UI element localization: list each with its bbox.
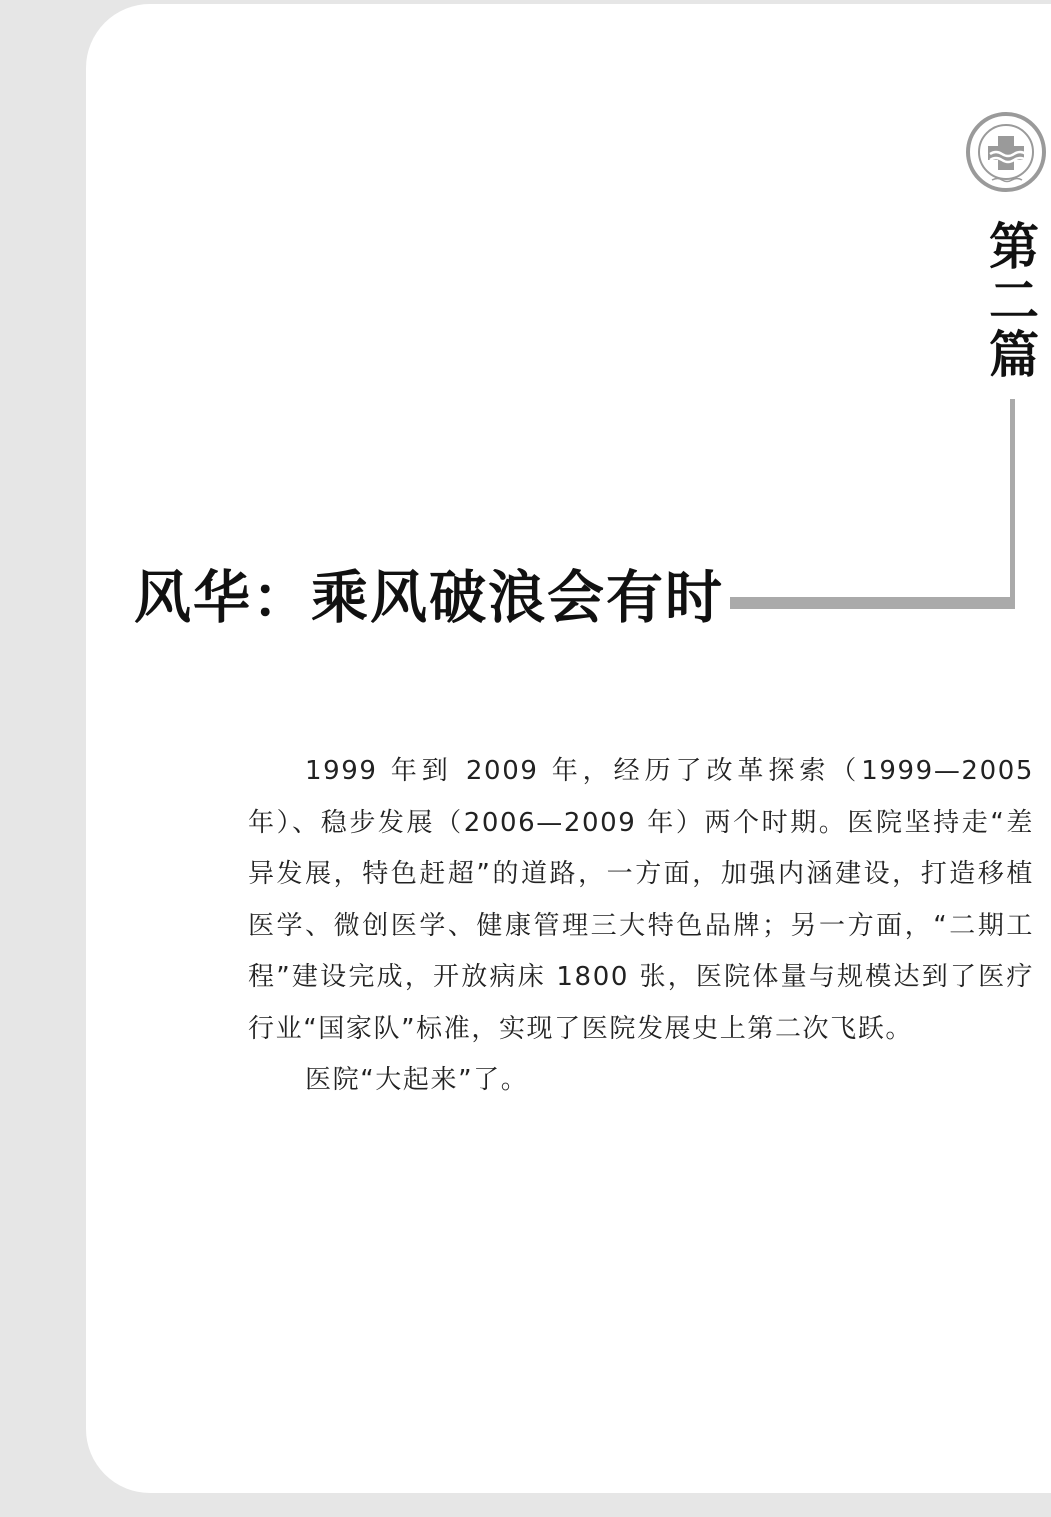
hospital-seal-icon xyxy=(964,104,1050,200)
paragraph: 1999 年到 2009 年，经历了改革探索（1999—2005 年）、稳步发展（2006—2009 年）两个时期。医院坚持走“差异发展，特色赶超”的道路，一方面，加强内涵建设，打造移植医学、微创医学、健康管理三大特色品牌；另一方面，“二期工程”建设完成，开放病床 1800 张，医院体量与规模达到了医疗行业“国家队”标准，实现了医院发展史上第二次飞跃。 xyxy=(248,756,1034,1044)
part-label-char: 篇 xyxy=(989,326,1039,384)
part-label xyxy=(985,218,1043,384)
decorative-horizontal-rule xyxy=(730,597,1015,609)
chapter-title: 风华：乘风破浪会有时 xyxy=(134,564,724,631)
decorative-vertical-rule xyxy=(1010,399,1015,609)
part-label-char: 第 xyxy=(989,218,1039,276)
paragraph: 医院“大起来”了。 xyxy=(305,1065,529,1095)
part-label-char: 二 xyxy=(989,272,1039,330)
body-text xyxy=(248,746,1034,1107)
